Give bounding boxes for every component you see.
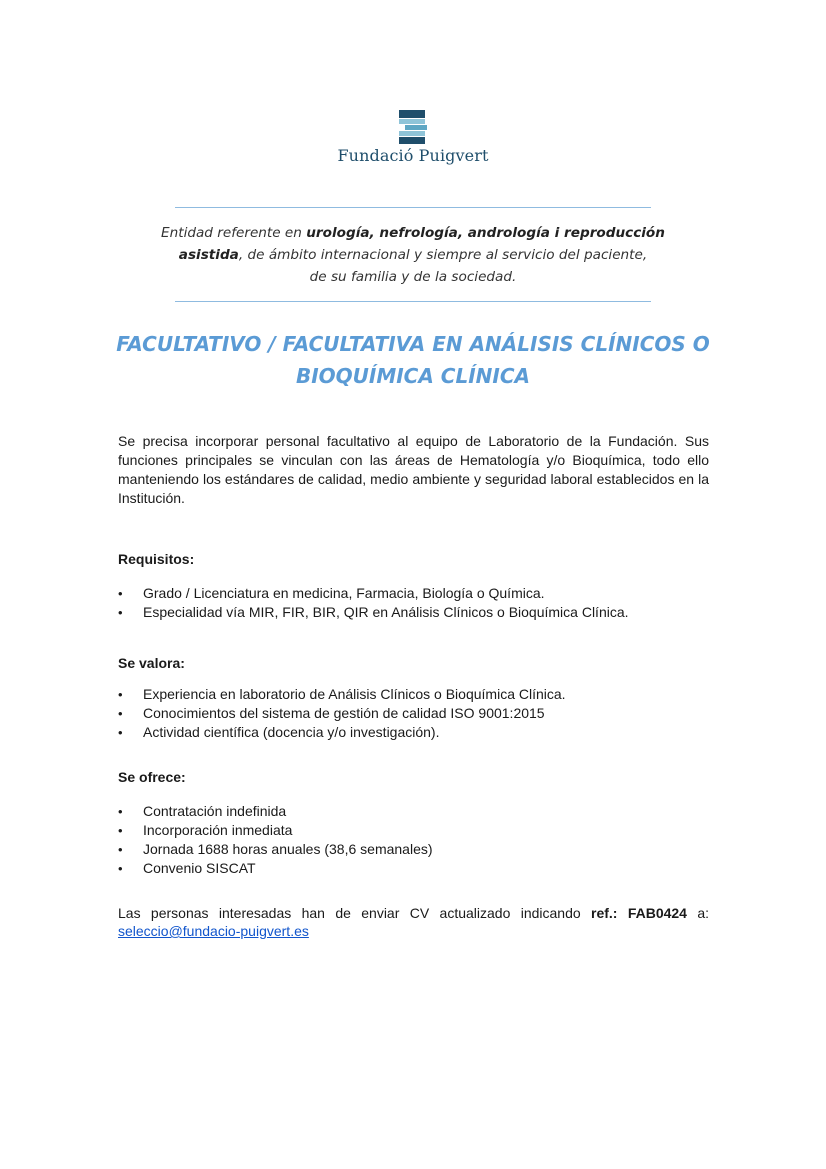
contact-email-link[interactable]: seleccio@fundacio-puigvert.es xyxy=(118,923,309,939)
tagline-line3: de su familia y de la sociedad. xyxy=(309,269,517,285)
tagline-prefix: Entidad referente en xyxy=(161,225,307,241)
list-item: • Actividad científica (docencia y/o investigación). xyxy=(118,723,718,742)
divider-bottom xyxy=(175,301,651,302)
job-intro: Se precisa incorporar personal facultativo al equipo de Laboratorio de la Fundación. Sus funciones principales se vinculan con las áreas de Hematología y/o Bioquímica, todo ello manteniendo los estándares de calidad, medio ambiente y seguridad laboral establecidos en la Institución. xyxy=(118,433,709,506)
list-item: • Experiencia en laboratorio de Análisis Clínicos o Bioquímica Clínica. xyxy=(118,685,718,704)
fundacio-puigvert-logo-icon xyxy=(397,110,429,144)
list-item: • Contratación indefinida xyxy=(118,802,718,821)
contact-instructions: Las personas interesadas han de enviar CV actualizado indicando xyxy=(118,905,592,921)
offered-label: Se ofrece: xyxy=(118,769,186,785)
org-name: Fundació Puigvert xyxy=(337,146,489,165)
list-item: • Especialidad vía MIR, FIR, BIR, QIR en Análisis Clínicos o Bioquímica Clínica. xyxy=(118,603,718,622)
job-title-line1: FACULTATIVO / FACULTATIVA EN ANÁLISIS CLÍNICOS O xyxy=(116,332,710,356)
divider-top xyxy=(175,207,651,208)
job-title xyxy=(100,328,726,392)
tagline xyxy=(150,222,676,288)
valued-label: Se valora: xyxy=(118,655,185,671)
contact-text xyxy=(118,904,709,922)
requirements-label: Requisitos: xyxy=(118,551,195,567)
offered-list xyxy=(118,802,718,878)
list-item: • Jornada 1688 horas anuales (38,6 semanales) xyxy=(118,840,718,859)
contact-suffix: a: xyxy=(686,905,709,921)
requirements-list xyxy=(118,584,718,622)
tagline-suffix: , de ámbito internacional y siempre al servicio del paciente, xyxy=(238,247,648,263)
list-item: • Convenio SISCAT xyxy=(118,859,718,878)
tagline-specialties: urología, nefrología, andrología i reproducción asistida xyxy=(178,225,665,263)
list-item: • Incorporación inmediata xyxy=(118,821,718,840)
list-item: • Conocimientos del sistema de gestión de calidad ISO 9001:2015 xyxy=(118,704,718,723)
contact-section xyxy=(118,904,709,940)
list-item: • Grado / Licenciatura en medicina, Farmacia, Biología o Química. xyxy=(118,584,718,603)
job-title-line2: BIOQUÍMICA CLÍNICA xyxy=(295,364,531,388)
org-logo xyxy=(0,110,826,165)
job-reference: ref.: FAB0424 xyxy=(591,905,687,921)
valued-list xyxy=(118,685,718,742)
